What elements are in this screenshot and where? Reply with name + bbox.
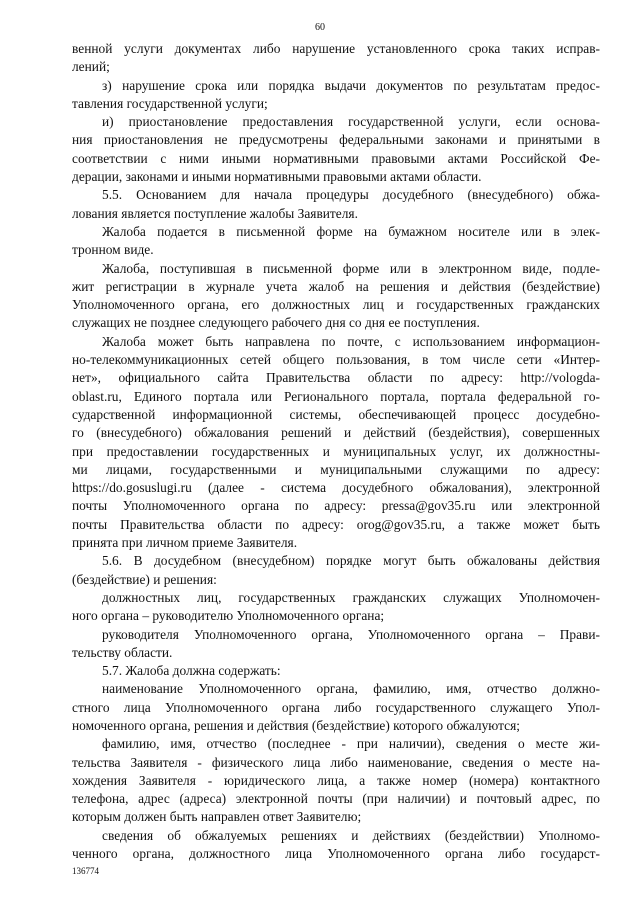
text-line: тельству области. xyxy=(72,644,173,660)
text-line: почты Правительства области по адресу: orog@gov35.ru, а также может быть xyxy=(72,516,600,532)
text-line: которым должен быть направлен ответ Заявителю; xyxy=(72,809,362,825)
text-line: при предоставлении государственных и муниципальных услуг, их должностны- xyxy=(72,443,600,459)
text-line: венной услуги документах либо нарушение установленного срока таких исправ- xyxy=(72,41,600,56)
text-line: тронном виде. xyxy=(72,242,154,258)
text-line: https://do.gosuslugi.ru (далее - система досудебного обжалования), электронной xyxy=(72,480,600,496)
text-line: Уполномоченного органа, его должностных лиц и государственных гражданских xyxy=(72,297,600,313)
text-line: 5.6. В досудебном (внесудебном) порядке могут быть обжалованы действия xyxy=(102,553,600,569)
text-line: oblast.ru, Единого портала или Регионального портала, портала федеральной го- xyxy=(72,388,600,404)
text-line: ного органа – руководителю Уполномоченного органа; xyxy=(72,608,385,624)
text-line: фамилию, имя, отчество (последнее - при наличии), сведения о месте жи- xyxy=(102,736,600,752)
text-line: номоченного органа, решения и действия (бездействие) которого обжалуются; xyxy=(72,717,520,733)
text-line: принята при личном приеме Заявителя. xyxy=(72,535,298,551)
text-line: лования является поступление жалобы Заявителя. xyxy=(72,205,358,221)
page-number: 60 xyxy=(315,22,325,33)
text-line: служащих не позднее следующего рабочего дня со дня ее поступления. xyxy=(72,315,480,331)
text-line: (бездействие) и решения: xyxy=(72,571,217,587)
text-line: сударственной информационной системы, обеспечивающей процесс досудебно- xyxy=(72,406,600,422)
text-line: наименование Уполномоченного органа, фамилию, имя, отчество должно- xyxy=(102,681,600,697)
text-line: хождения Заявителя - юридического лица, а также номер (номера) контактного xyxy=(72,772,600,788)
text-line: тельства Заявителя - физического лица либо наименование, сведения о месте на- xyxy=(72,754,600,770)
text-line: жит регистрации в журнале учета жалоб на решения и действия (бездействие) xyxy=(72,278,600,294)
text-line: го (внесудебного) обжалования решений и действий (бездействия), совершенных xyxy=(72,425,600,441)
text-line: стного лица Уполномоченного органа либо государственного служащего Упол- xyxy=(72,699,600,715)
footer-code: 136774 xyxy=(72,866,99,876)
text-line: Жалоба подается в письменной форме на бумажном носителе или в элек- xyxy=(102,223,600,239)
text-line: но-телекоммуникационных сетей общего пользования, в том числе сети «Интер- xyxy=(72,352,600,368)
text-line: почты Уполномоченного органа по адресу: pressa@gov35.ru или электронной xyxy=(72,498,600,514)
text-line: нет», официального сайта Правительства области по адресу: http://vologda- xyxy=(72,370,600,386)
text-line: ния приостановления не предусмотрены федеральными законами и принятыми в xyxy=(72,132,600,148)
text-line: дерации, законами и иными нормативными правовыми актами области. xyxy=(72,169,482,185)
text-line: тавления государственной услуги; xyxy=(72,95,268,111)
text-line: ми лицами, государственными и муниципальными служащими по адресу: xyxy=(72,461,600,477)
text-line: сведения об обжалуемых решениях и действиях (бездействии) Уполномо- xyxy=(102,827,600,843)
text-line: руководителя Уполномоченного органа, Уполномоченного органа – Прави- xyxy=(102,626,600,642)
text-line: ченного органа, должностного лица Уполномоченного органа либо государст- xyxy=(72,846,600,862)
text-line: соответствии с ними иными нормативными правовыми актами Российской Фе- xyxy=(72,150,600,166)
text-line: Жалоба может быть направлена по почте, с использованием информацион- xyxy=(102,333,600,349)
text-line: телефона, адрес (адреса) электронной почты (при наличии) и почтовый адрес, по xyxy=(72,791,600,807)
document-body xyxy=(72,40,600,863)
text-line: лений; xyxy=(72,59,110,75)
text-line: 5.7. Жалоба должна содержать: xyxy=(102,663,281,679)
text-line: з) нарушение срока или порядка выдачи документов по результатам предос- xyxy=(102,77,600,93)
text-line: 5.5. Основанием для начала процедуры досудебного (внесудебного) обжа- xyxy=(102,187,600,203)
text-line: и) приостановление предоставления государственной услуги, если основа- xyxy=(102,114,600,130)
text-line: должностных лиц, государственных гражданских служащих Уполномочен- xyxy=(102,589,600,605)
text-line: Жалоба, поступившая в письменной форме или в электронном виде, подле- xyxy=(102,260,600,276)
